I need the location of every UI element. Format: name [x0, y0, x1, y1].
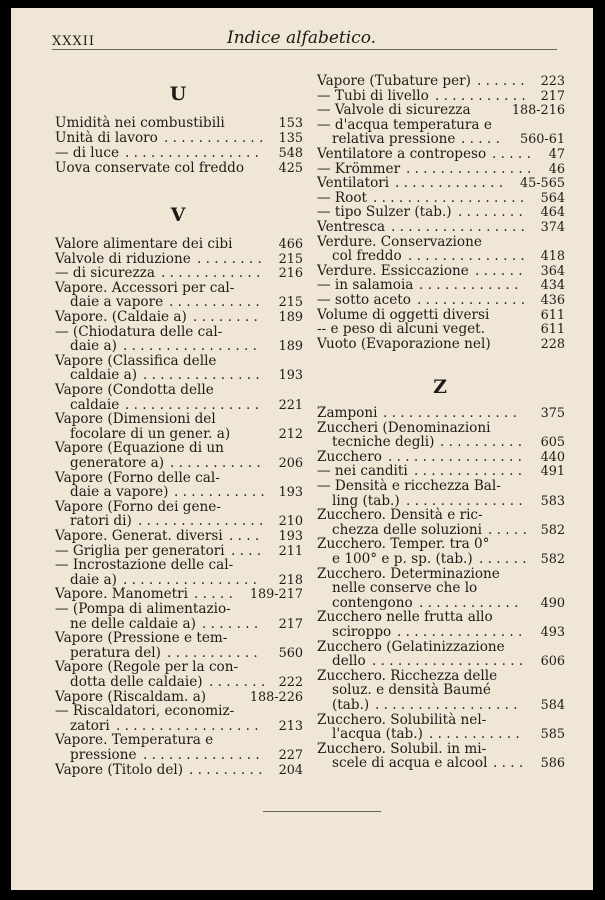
- index-entry-page: 418: [540, 249, 565, 265]
- index-entry-text: Vuoto (Evaporazione nel): [317, 335, 491, 352]
- index-entry-page: 493: [540, 625, 565, 640]
- dot-leader: . . . . . . . . . . . . . . . .: [125, 145, 259, 161]
- section-letter-v: V: [170, 204, 188, 226]
- index-entry-page: 440: [540, 449, 565, 465]
- index-entry-page: 211: [278, 543, 303, 559]
- dot-leader: . . . . . . .: [202, 615, 259, 632]
- index-entry: [55, 602, 303, 617]
- index-entry-page: 611: [540, 307, 565, 323]
- index-entry-text: — d'acqua temperatura e: [317, 116, 492, 133]
- index-entry-page: 215: [278, 251, 303, 267]
- index-entry-text: Zuccheri (Denominazioni: [317, 419, 491, 436]
- dot-leader: . . . . . . .: [209, 674, 266, 690]
- index-entry-page: 215: [278, 295, 303, 311]
- index-entry: [317, 727, 565, 742]
- index-entry: [55, 558, 303, 573]
- index-entry-page: 585: [540, 727, 565, 743]
- dot-leader: . . . . . . . . . . . . . . . . .: [375, 697, 518, 713]
- dot-leader: . . . . . . . . . . . . .: [414, 463, 523, 480]
- index-entry-page: 425: [278, 161, 303, 176]
- index-entry-text: daie a vapore: [70, 294, 164, 311]
- index-entry-page: 193: [278, 529, 303, 544]
- dot-leader: . . . . . . . . . . . . . .: [143, 367, 260, 384]
- index-entry-page: 434: [540, 278, 565, 294]
- index-entry-text: Vapore (Titolo del): [55, 761, 184, 778]
- index-entry-text: e 100° e p. sp. (tab.): [332, 551, 473, 567]
- index-entry-text: — Griglia per generatori: [55, 542, 225, 559]
- dot-leader: . . . . . . . . . . . . . . . .: [383, 405, 517, 421]
- index-entry-text: ratori di): [70, 513, 132, 530]
- index-entry-text: peratura del): [70, 644, 161, 661]
- index-entry-page: 193: [278, 368, 303, 384]
- index-entry: [317, 406, 565, 421]
- index-entry: [55, 631, 303, 646]
- index-entry-text: Valvole di riduzione: [55, 250, 191, 267]
- dot-leader: . . . . . . . . . . . .: [419, 594, 519, 611]
- dot-leader: . . . . . . . . . . . . . .: [406, 492, 523, 509]
- index-entry-page: 217: [278, 616, 303, 632]
- index-entry: [55, 675, 303, 690]
- index-entry-text: Ventresca: [317, 219, 386, 235]
- index-entry-text: Zucchero. Solubilità nel-: [317, 711, 487, 728]
- index-entry-text: Zamponi: [317, 405, 378, 421]
- index-entry-page: 212: [278, 426, 303, 442]
- index-entry-text: caldaie: [70, 396, 120, 413]
- dot-leader: . . . . . . . . . . . . . . . . . .: [372, 653, 524, 670]
- index-entry-text: col freddo: [332, 248, 402, 265]
- index-entry: [55, 339, 303, 354]
- index-entry: [317, 552, 565, 567]
- index-entry: [55, 116, 303, 131]
- index-entry: [55, 383, 303, 398]
- index-entry-text: Zucchero. Solubil. in mi-: [317, 740, 487, 757]
- index-entry-text: Vapore (Forno dei gene-: [55, 498, 221, 515]
- index-entry: [55, 748, 303, 763]
- dot-leader: . . . . . . . . . . . . . . .: [406, 160, 532, 177]
- index-entry-text: ne delle caldaie a): [70, 615, 196, 632]
- index-entry-text: Volume di oggetti diversi: [317, 306, 490, 323]
- index-entry-page: 221: [278, 397, 303, 413]
- dot-leader: . . . . . . . . . . .: [169, 294, 260, 311]
- dot-leader: . . . . . . . . . .: [440, 434, 523, 451]
- index-entry-text: — Tubi di livello: [317, 87, 429, 104]
- index-entry-page: 210: [278, 514, 303, 530]
- index-entry-page: 216: [278, 266, 303, 282]
- index-entry-text: generatore a): [70, 455, 165, 471]
- index-entry-text: chezza delle soluzioni: [332, 521, 483, 538]
- index-entry-text: ling (tab.): [332, 492, 400, 509]
- index-entry: [55, 704, 303, 719]
- index-entry: [55, 146, 303, 161]
- index-entry: [55, 485, 303, 500]
- index-entry-text: Zucchero. Densità e ric-: [317, 507, 483, 524]
- index-entry-text: Zucchero: [317, 448, 382, 465]
- dot-leader: . . . . . . . . . . . . . . . .: [125, 396, 259, 413]
- index-entry-text: daie a): [70, 338, 117, 355]
- index-entry-page: 217: [540, 88, 565, 104]
- index-entry-text: — Krömmer: [317, 160, 401, 177]
- index-entry-text: Ventilatori: [317, 175, 390, 192]
- index-entry: [317, 581, 565, 596]
- index-entry-text: Vapore (Riscaldam. a): [55, 688, 207, 705]
- index-entry-page: 204: [278, 762, 303, 778]
- index-entry-page: 466: [278, 237, 303, 252]
- dot-leader: . . . .: [231, 542, 262, 559]
- index-entry-page: 491: [540, 464, 565, 480]
- index-entry-text: contengono: [332, 594, 413, 611]
- index-entry-text: Vapore (Equazione di un: [55, 440, 224, 457]
- index-entry-text: — Incrostazione delle cal-: [55, 557, 234, 574]
- index-entry: [317, 74, 565, 89]
- index-entry: [317, 625, 565, 640]
- index-entry-text: — di luce: [55, 145, 120, 161]
- index-entry-text: dello: [332, 653, 366, 670]
- index-entry-text: l'acqua (tab.): [332, 726, 423, 743]
- dot-leader: . . . . . . . . . . . . . . .: [138, 513, 264, 530]
- index-entry-page: 227: [278, 748, 303, 763]
- index-entry-text: Verdure. Conservazione: [317, 233, 482, 250]
- index-entry-text: Zucchero (Gelatinizzazione: [317, 638, 505, 655]
- index-entry-text: Uova conservate col freddo: [55, 160, 245, 176]
- index-entry-page: 189: [278, 310, 303, 325]
- index-page: [11, 8, 593, 890]
- index-entry: [55, 266, 303, 281]
- page-header: [52, 28, 557, 54]
- index-entry: [55, 131, 303, 146]
- index-entry-page: 188-216: [511, 103, 565, 119]
- index-entry-text: focolare di un gener. a): [70, 425, 231, 442]
- index-entry-page: 222: [278, 675, 303, 690]
- index-entry-page: 46: [548, 161, 565, 177]
- index-entry: [317, 147, 565, 162]
- index-entry-text: tecniche degli): [332, 434, 435, 451]
- index-entry-page: 188-226: [249, 689, 303, 705]
- index-entry: [317, 322, 565, 337]
- dot-leader: . . . . . . . . . . . . .: [395, 175, 504, 192]
- index-entry-page: 375: [540, 406, 565, 421]
- dot-leader: . . . . . . . . . . .: [170, 455, 261, 471]
- index-entry-page: 374: [540, 220, 565, 235]
- dot-leader: . . . . . . . . .: [189, 761, 263, 778]
- index-entry-text: Vapore. Temperatura e: [55, 732, 214, 749]
- index-entry: [55, 529, 303, 544]
- index-entry-page: 228: [540, 336, 565, 352]
- index-entry: [317, 654, 565, 669]
- index-entry-page: 193: [278, 485, 303, 501]
- index-entry-page: 364: [540, 263, 565, 279]
- index-entry-text: — Root: [317, 189, 367, 206]
- dot-leader: . . . . . .: [479, 551, 527, 567]
- index-entry: [317, 479, 565, 494]
- index-entry-text: — Densità e ricchezza Bal-: [317, 478, 501, 494]
- index-entry-text: soluz. e densità Baumé: [332, 682, 491, 699]
- index-entry: [317, 176, 565, 191]
- index-entry-text: daie a vapore): [70, 484, 169, 501]
- index-entry-text: Zucchero. Temper. tra 0°: [317, 536, 490, 553]
- index-entry-page: 560: [278, 645, 303, 661]
- index-entry-text: Zucchero. Determinazione: [317, 565, 500, 582]
- index-entry-page: 464: [540, 205, 565, 221]
- index-entry-page: 47: [548, 147, 565, 162]
- section-letter-z: Z: [433, 376, 449, 398]
- index-entry: [317, 220, 565, 235]
- dot-leader: . . . . . . . . . . . . . . . . .: [116, 717, 259, 734]
- index-entry-text: Vapore (Classifica delle: [55, 352, 217, 369]
- dot-leader: . . . . . .: [475, 262, 523, 279]
- index-entry-page: 582: [540, 522, 565, 538]
- index-entry: [55, 237, 303, 252]
- index-entry-text: — tipo Sulzer (tab.): [317, 204, 452, 221]
- index-entry-text: Vapore (Dimensioni del: [55, 411, 216, 428]
- index-entry-page: 436: [540, 293, 565, 308]
- index-entry: [317, 293, 565, 308]
- index-entry-text: — Valvole di sicurezza: [317, 102, 471, 119]
- index-entry-text: — (Chiodatura delle cal-: [55, 323, 223, 340]
- index-entry: [317, 337, 565, 352]
- index-entry-text: dotta delle caldaie): [70, 674, 203, 690]
- index-entry: [55, 412, 303, 427]
- index-entry-text: Zucchero. Ricchezza delle: [317, 667, 498, 684]
- index-entry-text: Vapore. (Caldaie a): [55, 309, 187, 325]
- index-entry-text: — (Pompa di alimentazio-: [55, 601, 231, 617]
- index-entry: [55, 456, 303, 471]
- index-entry-page: 560-61: [519, 132, 565, 148]
- dot-leader: . . . . . . . .: [458, 204, 523, 221]
- index-entry: [317, 756, 565, 771]
- index-entry-page: 548: [278, 146, 303, 161]
- index-entry-page: 584: [540, 698, 565, 713]
- dot-leader: . . . . .: [492, 146, 531, 162]
- footer-rule: [263, 811, 381, 812]
- index-entry-page: 45-565: [519, 176, 565, 192]
- index-entry-text: Vapore (Regole per la con-: [55, 659, 239, 676]
- index-entry-page: 153: [278, 116, 303, 131]
- index-entry-page: 606: [540, 654, 565, 670]
- dot-leader: . . . . .: [194, 586, 233, 603]
- dot-leader: . . . .: [493, 755, 524, 772]
- index-entry-text: pressione: [70, 747, 137, 763]
- index-entry-text: Ventilatore a contropeso: [317, 146, 487, 162]
- dot-leader: . . . . . . . . . . . . . .: [143, 747, 260, 763]
- dot-leader: . . . . . . . . . . . .: [161, 265, 261, 282]
- index-entry-page: 490: [540, 595, 565, 611]
- dot-leader: . . . . . . . .: [193, 309, 258, 325]
- dot-leader: . . . . .: [488, 521, 527, 538]
- dot-leader: . . . . . . . . . . . .: [419, 277, 519, 294]
- index-entry-page: 213: [278, 718, 303, 734]
- index-entry-text: Unità di lavoro: [55, 130, 158, 146]
- index-entry-text: scele di acqua e alcool: [332, 755, 488, 772]
- index-entry-text: — in salamoia: [317, 277, 414, 294]
- index-entry-text: Vapore (Condotta delle: [55, 382, 214, 398]
- index-entry-text: relativa pressione: [332, 131, 456, 148]
- index-entry-page: 586: [540, 756, 565, 772]
- dot-leader: . . . . . . . . . . . . . . . .: [123, 571, 257, 588]
- index-entry: [317, 103, 565, 118]
- index-entry-text: — sotto aceto: [317, 292, 411, 308]
- dot-leader: . . . . . . . . . . .: [174, 484, 265, 501]
- index-entry-page: 189: [278, 339, 303, 355]
- index-entry-page: 223: [540, 74, 565, 89]
- dot-leader: . . . . . . . . . . . . . . . .: [123, 338, 257, 355]
- index-entry-text: daie a): [70, 571, 117, 588]
- index-entry-page: 206: [278, 456, 303, 471]
- dot-leader: . . . . . . . . . . . . . . . . . .: [373, 189, 525, 206]
- index-entry-page: 135: [278, 131, 303, 146]
- index-entry-text: Verdure. Essiccazione: [317, 262, 469, 279]
- dot-leader: . . . . . . . . . . . . . . . .: [391, 219, 525, 235]
- index-entry-text: caldaie a): [70, 367, 137, 384]
- index-entry-text: Zucchero nelle frutta allo: [317, 609, 493, 626]
- index-entry-page: 583: [540, 493, 565, 509]
- index-entry-text: Vapore. Accessori per cal-: [55, 279, 235, 296]
- index-entry: [317, 249, 565, 264]
- index-entry-text: Vapore (Pressione e tem-: [55, 630, 228, 647]
- section-letter-u: U: [169, 83, 189, 105]
- index-entry-text: Vapore. Manometri: [55, 586, 188, 603]
- index-entry-page: 605: [540, 435, 565, 451]
- dot-leader: . . . . . . . . . . .: [435, 87, 526, 104]
- index-entry-text: Valore alimentare dei cibi: [55, 236, 233, 252]
- index-entry-text: nelle conserve che lo: [332, 580, 478, 597]
- index-entry-text: — di sicurezza: [55, 265, 155, 282]
- dot-leader: . . . . . . . . . . . . . . .: [397, 624, 523, 640]
- index-entry: [317, 435, 565, 450]
- index-entry-text: — Riscaldatori, economiz-: [55, 703, 235, 720]
- index-entry-text: sciroppo: [332, 624, 392, 640]
- dot-leader: . . . . . . . . . . .: [167, 644, 258, 661]
- index-entry-page: 564: [540, 190, 565, 206]
- index-entry-page: 611: [540, 322, 565, 338]
- index-entry-text: -- e peso di alcuni veget.: [317, 321, 485, 338]
- index-entry: [317, 698, 565, 713]
- index-entry-text: zatori: [70, 717, 110, 734]
- dot-leader: . . . . . .: [477, 73, 525, 89]
- dot-leader: . . . . . . . .: [197, 250, 262, 267]
- index-entry: [55, 161, 303, 176]
- header-rule: [52, 49, 557, 50]
- index-entry-text: Vapore (Forno delle cal-: [55, 469, 220, 486]
- dot-leader: . . . . . . . . . . . . .: [417, 292, 526, 308]
- index-entry: [55, 310, 303, 325]
- index-entry: [55, 763, 303, 778]
- index-entry-page: 582: [540, 552, 565, 567]
- dot-leader: . . . . .: [461, 131, 500, 148]
- page-title: Indice alfabetico.: [227, 28, 377, 48]
- index-entry-text: Vapore. Generat. diversi: [55, 528, 223, 544]
- index-entry-text: — nei canditi: [317, 463, 408, 480]
- page-number: XXXII: [52, 34, 96, 49]
- index-entry-text: Vapore (Tubature per): [317, 73, 471, 89]
- index-entry-text: Umidità nei combustibili: [55, 115, 225, 131]
- index-entry-text: (tab.): [332, 697, 370, 713]
- dot-leader: . . . .: [229, 528, 260, 544]
- dot-leader: . . . . . . . . . . .: [429, 726, 520, 743]
- index-entry-page: 189-217: [249, 587, 303, 603]
- index-entry-page: 218: [278, 572, 303, 588]
- index-entry: [317, 508, 565, 523]
- dot-leader: . . . . . . . . . . . . . . . .: [388, 448, 522, 465]
- dot-leader: . . . . . . . . . . . . . .: [408, 248, 525, 265]
- dot-leader: . . . . . . . . . . . .: [164, 130, 264, 146]
